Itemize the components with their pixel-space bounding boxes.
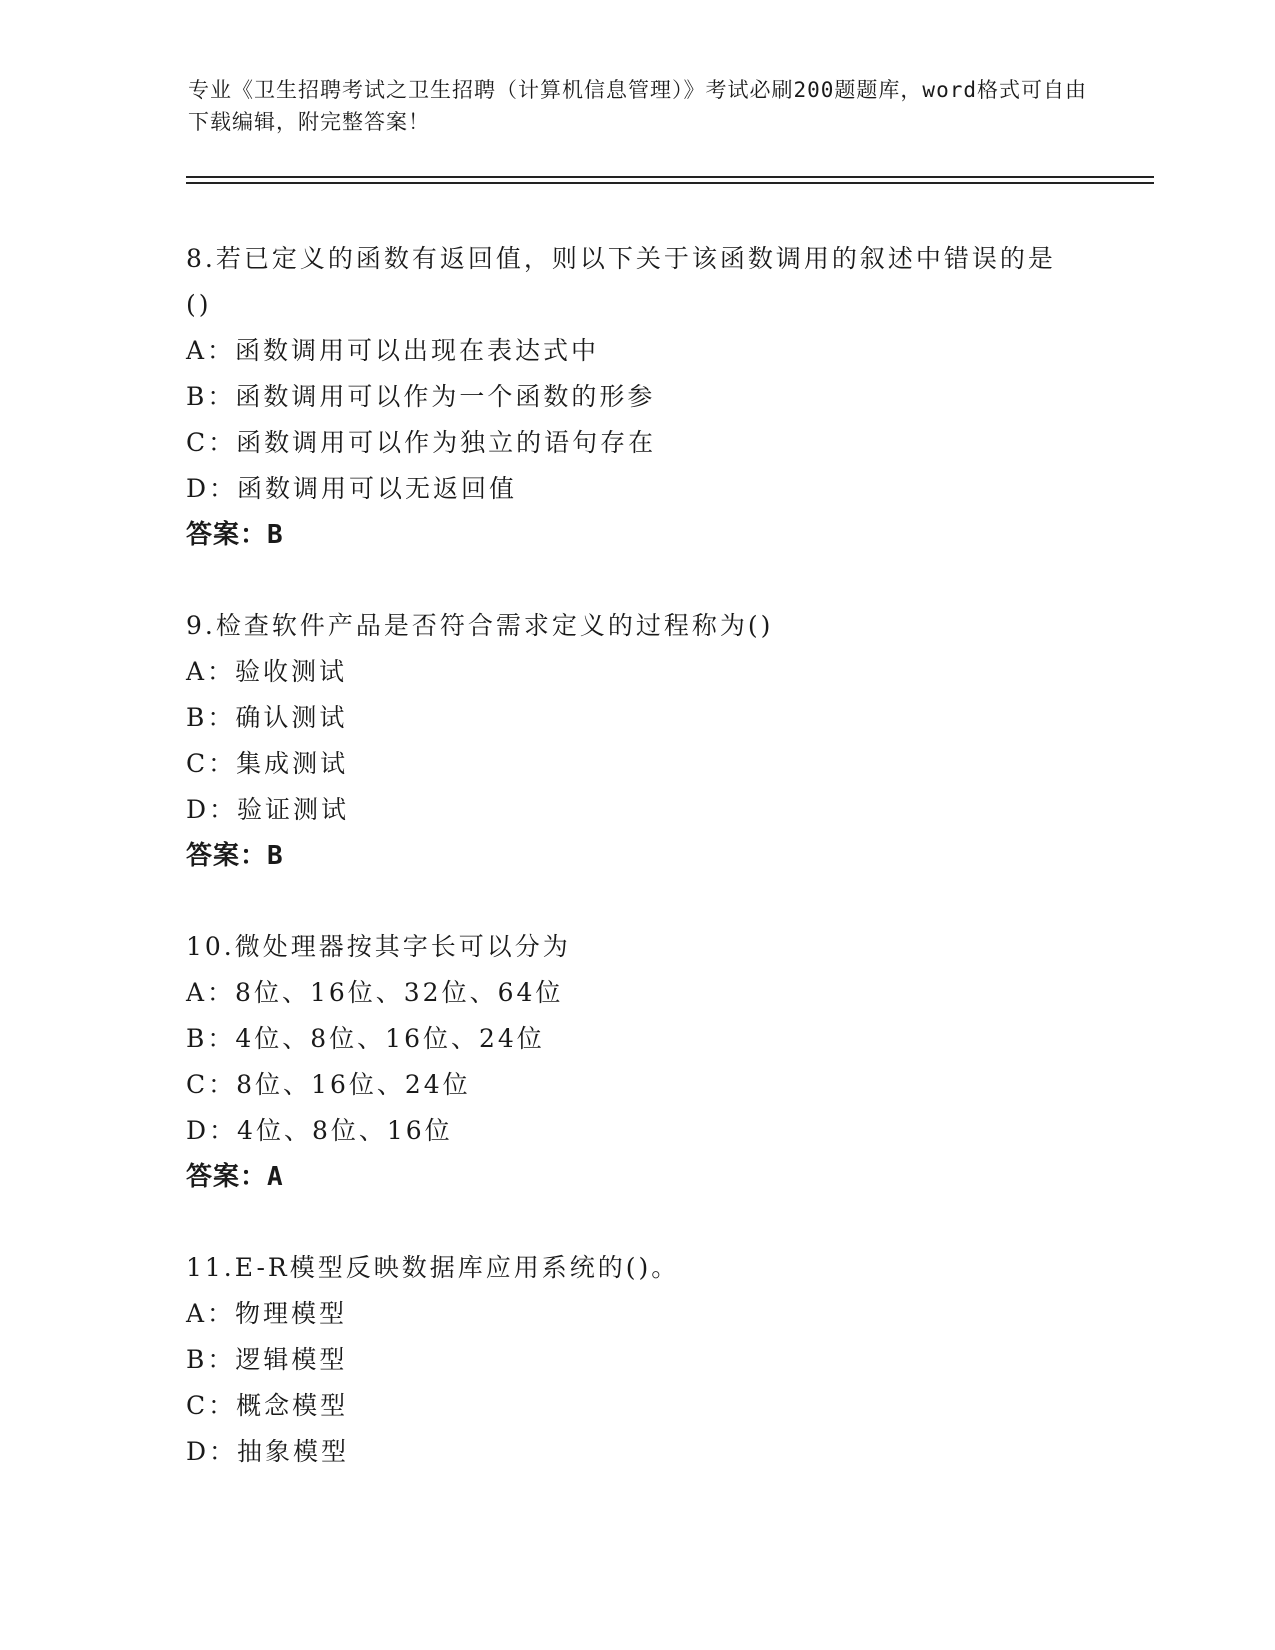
- header-divider-bottom: [186, 182, 1154, 184]
- header-divider-top: [186, 176, 1154, 178]
- option-a: A：8位、16位、32位、64位: [186, 978, 564, 1007]
- answer-line: 答案：B: [186, 520, 284, 550]
- answer-line: 答案：A: [186, 1162, 284, 1192]
- question-stem: 9.检查软件产品是否符合需求定义的过程称为(): [186, 611, 774, 640]
- question-stem: 8.若已定义的函数有返回值，则以下关于该函数调用的叙述中错误的是(): [186, 244, 1056, 319]
- question-item: [186, 236, 1086, 558]
- option-b: B：4位、8位、16位、24位: [186, 1024, 545, 1053]
- option-d: D：函数调用可以无返回值: [186, 474, 518, 503]
- question-list: [186, 236, 1086, 1520]
- option-a: A：物理模型: [186, 1299, 348, 1328]
- option-c: C：8位、16位、24位: [186, 1070, 471, 1099]
- question-item: [186, 1245, 1086, 1475]
- option-d: D：验证测试: [186, 795, 350, 824]
- option-c: C：概念模型: [186, 1391, 349, 1420]
- question-stem: 11.E-R模型反映数据库应用系统的()。: [186, 1253, 680, 1282]
- question-item: [186, 603, 1086, 879]
- question-item: [186, 924, 1086, 1200]
- option-a: A：函数调用可以出现在表达式中: [186, 336, 600, 365]
- option-a: A：验收测试: [186, 657, 348, 686]
- option-b: B：确认测试: [186, 703, 348, 732]
- option-d: D：抽象模型: [186, 1437, 350, 1466]
- document-header: 专业《卫生招聘考试之卫生招聘（计算机信息管理）》考试必刷200题题库，word格式可自由下载编辑，附完整答案！: [188, 78, 1087, 134]
- option-b: B：函数调用可以作为一个函数的形参: [186, 382, 656, 411]
- answer-line: 答案：B: [186, 841, 284, 871]
- option-c: C：集成测试: [186, 749, 349, 778]
- option-d: D：4位、8位、16位: [186, 1116, 453, 1145]
- option-c: C：函数调用可以作为独立的语句存在: [186, 428, 657, 457]
- option-b: B：逻辑模型: [186, 1345, 348, 1374]
- question-stem: 10.微处理器按其字长可以分为: [186, 932, 571, 961]
